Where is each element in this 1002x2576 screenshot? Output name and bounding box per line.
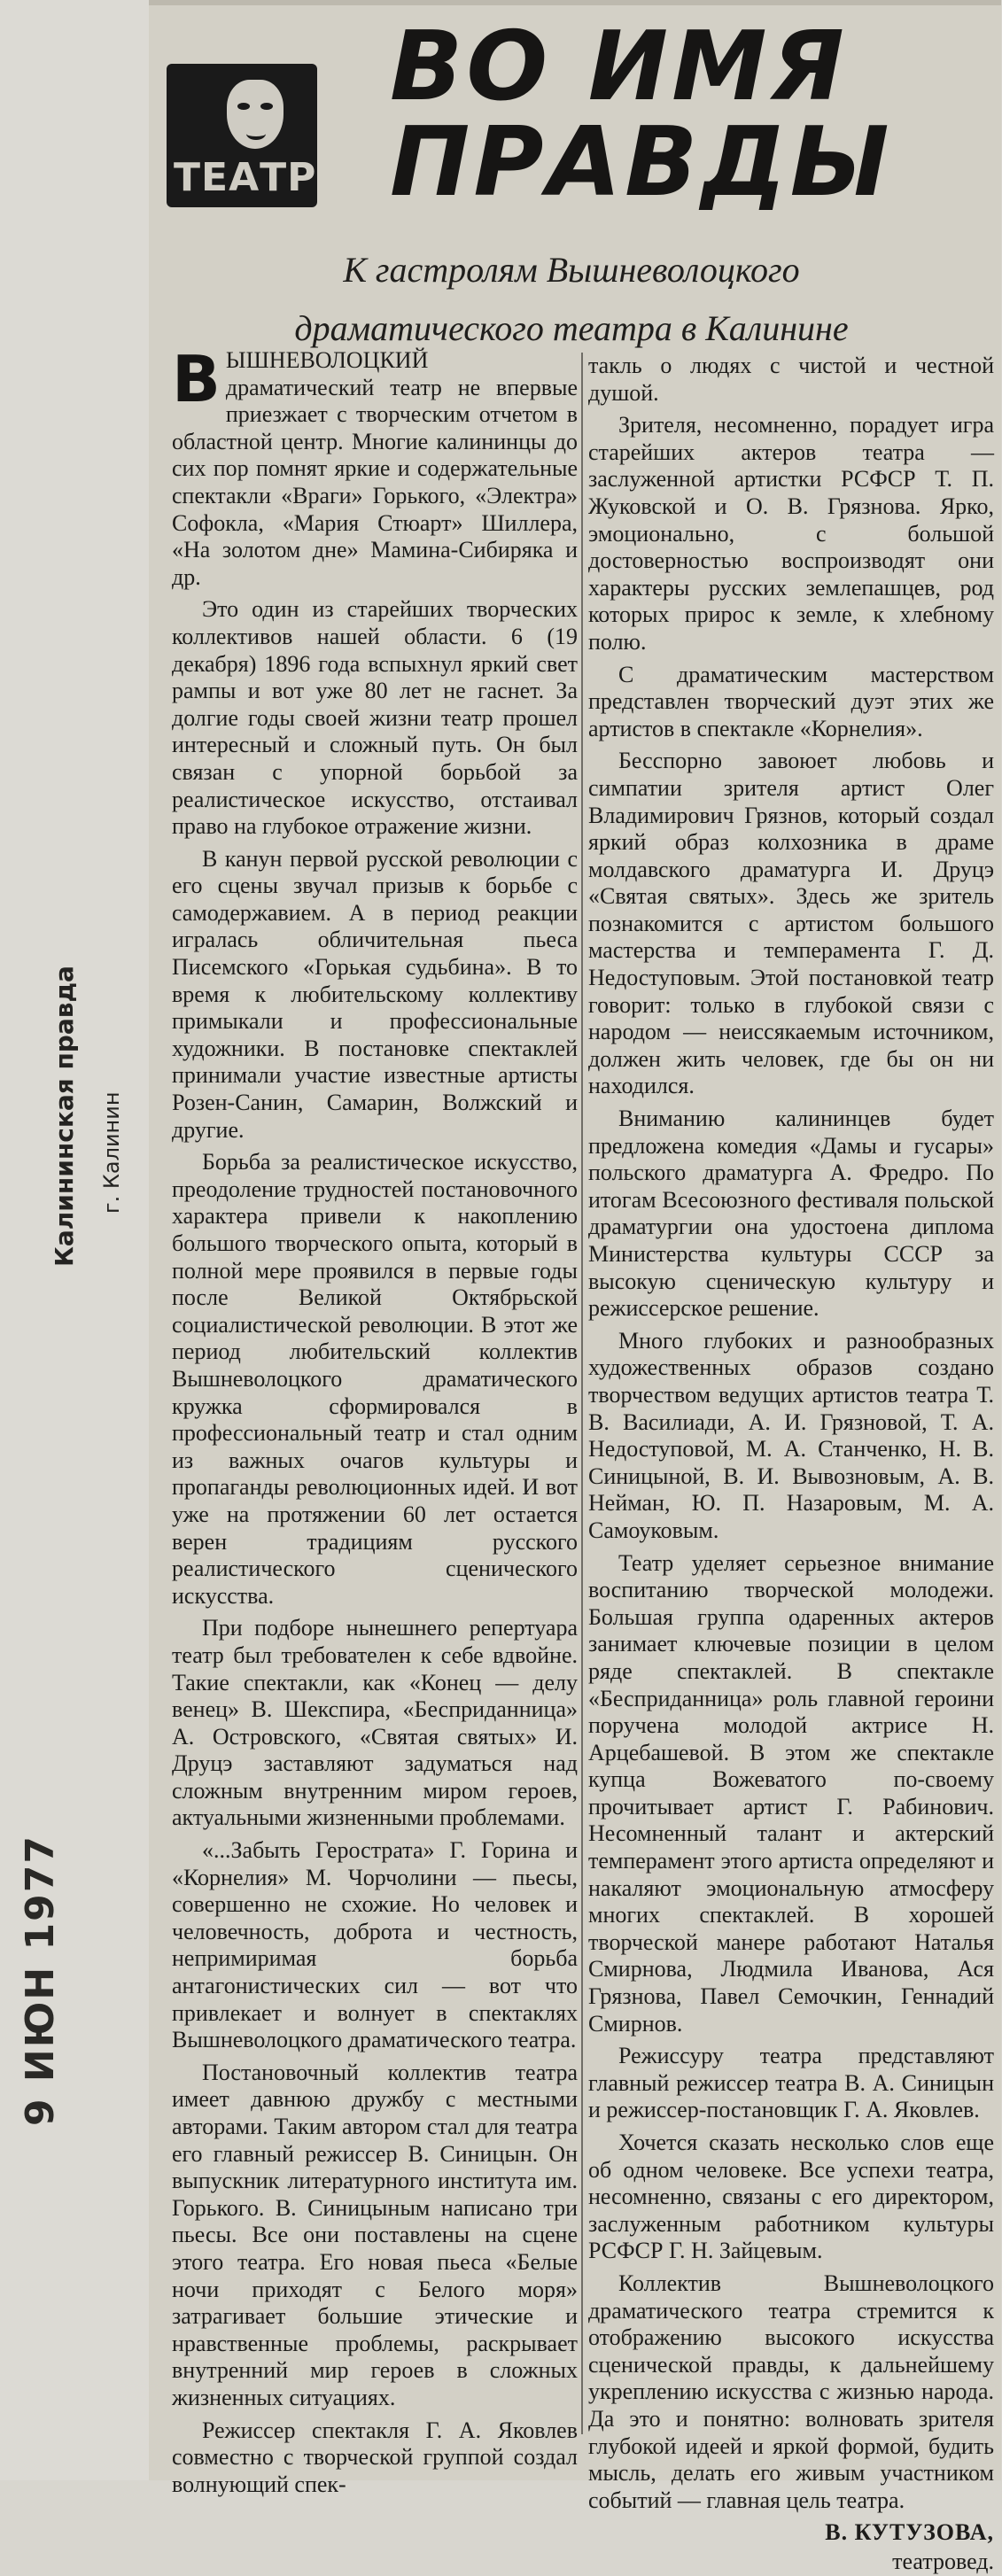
logo-label: ТЕАТР bbox=[174, 155, 317, 200]
headline-line-1: ВО ИМЯ bbox=[390, 12, 848, 122]
paragraph: «...Забыть Герострата» Г. Горина и «Корнелия» М. Чорчолини — пьесы, совершенно не схожие. Но человек и человечность, доброта и честность, непримиримая борьба антагонистических сил — вот что привлекает и волнует в спектаклях Вышневолоцкого драматического театра. bbox=[172, 1837, 578, 2053]
theatre-mask-logo bbox=[167, 64, 317, 207]
drop-cap: В bbox=[172, 342, 221, 416]
author-role: театровед. bbox=[892, 2548, 994, 2574]
paragraph: Вниманию калининцев будет предложена комедия «Дамы и гусары» польского драматурга А. Фредро. По итогам Всесоюзного фестиваля польской драматургии она удостоена диплома Министерства культуры СССР за высокую сценическую культуру и режиссерское решение. bbox=[588, 1106, 994, 1322]
paragraph bbox=[172, 342, 578, 591]
author-name: В. КУТУЗОВА, bbox=[825, 2519, 994, 2546]
paragraph-text: ЫШНЕВОЛОЦКИЙ драматический театр не впервые приезжает с творческим отчетом в областной центр. Многие калининцы до сих пор помнят яркие и содержательные спектакли «Враги» Горького, «Электра» Софокла, «Мария Стюарт» Шиллера, «На золотом дне» Мамина-Сибиряка и др. bbox=[172, 347, 578, 590]
paragraph: Зрителя, несомненно, порадует игра старейших актеров театра — заслуженной артистки РСФСР Т. П. Жуковской и О. В. Грязнова. Ярко, эмоционально, с большой достоверностью воспроизводят они характеры русских землепашцев, род которых прирос к земле, к хлебному полю. bbox=[588, 412, 994, 655]
paragraph: Коллектив Вышневолоцкого драматического театра стремится к отображению высокого искусства сценической правды, к дальнейшему укреплению искусства с жизнью народа. Да это и понятно: волновать зрителя глубокой идеей и яркой формой, будить мысль, делать его живым участником событий — главная цель театра. bbox=[588, 2270, 994, 2513]
subtitle-line-2: драматического театра в Калинине bbox=[294, 308, 849, 348]
paragraph: При подборе нынешнего репертуара театр был требователен к себе вдвойне. Такие спектакли, как «Конец — делу венец» В. Шекспира, «Бесприданница» А. Островского, «Святая святых» И. Друцэ заставляют задуматься над сложным внутренним миром героев, актуальными жизненными проблемами. bbox=[172, 1615, 578, 1831]
paragraph: В канун первой русской революции с его сцены звучал призыв к борьбе с самодержавием. А в период реакции игралась обличительная пьеса Писемского «Горькая судьбина». В то время к любительскому коллективу примыкали и профессиональные художники. В постановке спектаклей принимали участие известные артисты Розен-Санин, Самарин, Волжский и другие. bbox=[172, 845, 578, 1143]
article-column-1 bbox=[172, 342, 578, 2503]
paragraph: Бесспорно завоюет любовь и симпатии зрителя артист Олег Владимирович Грязнов, который создал яркий образ колхозника в драме молдавского драматурга И. Друцэ «Святая святых». Здесь же зритель познакомится с артистом большого мастерства и темперамента Г. Д. Недоступовым. Этой постановкой театр говорит: только в глубокой связи с народом — неиссякаемым источником, должен жить человек, где бы он ни находился. bbox=[588, 748, 994, 1099]
clipping-top-edge bbox=[149, 0, 1001, 5]
date-stamp: 9 ИЮН 1977 bbox=[18, 1834, 63, 2126]
paragraph: Театр уделяет серьезное внимание воспитанию творческой молодежи. Большая группа одаренных актеров занимает ключевые позиции в целом ряде спектаклей. В спектакле «Бесприданница» роль главной героини поручена молодой актрисе Н. Арцебашевой. В этом же спектакле купца Вожеватого по-своему прочитывает артист Г. Рабинович. Несомненный талант и актерский темперамент этого артиста определяют и накаляют эмоциональную атмосферу многих спектаклей. В хорошей творческой манере работают Наталья Смирнова, Людмила Иванова, Ася Грязнова, Павел Семочкин, Геннадий Смирнов. bbox=[588, 1549, 994, 2037]
source-city: г. Калинин bbox=[99, 1091, 124, 1214]
paragraph: Режиссер спектакля Г. А. Яковлев совместно с творческой группой создал волнующий спек- bbox=[172, 2417, 578, 2497]
mask-eye-right bbox=[260, 103, 273, 110]
paragraph: Постановочный коллектив театра имеет давнюю дружбу с местными авторами. Таким автором стал для театра его главный режиссер В. Синицын. Он выпускник литературного института им. Горького. В. Синицыным написано три пьесы. Все они поставлены на сцене этого театра. Его новая пьеса «Белые ночи приходят с Белого моря» затрагивает большие этические и нравственные проблемы, раскрывает внутренний мир героев в сложных жизненных ситуациях. bbox=[172, 2059, 578, 2410]
subtitle bbox=[173, 241, 970, 358]
paragraph: такль о людях с чистой и честной душой. bbox=[588, 353, 994, 406]
paragraph: Режиссуру театра представляют главный режиссер театра В. А. Синицын и режиссер-постановщик Г. А. Яковлев. bbox=[588, 2043, 994, 2123]
article-column-2 bbox=[588, 353, 994, 2576]
subtitle-line-1: К гастролям Вышневолоцкого bbox=[343, 250, 800, 290]
source-newspaper-name: Калининская правда bbox=[50, 966, 79, 1267]
paragraph: Борьба за реалистическое искусство, преодоление трудностей постановочного характера привели к накоплению большого творческого опыта, который в полной мере проявился в первые годы после Великой Октябрьской социалистической революции. В этот же период любительский коллектив Вышневолоцкого драматического кружка сформировался в профессиональный театр и стал одним из важных очагов культуры и пропаганды революционных идей. И вот уже на протяжении 60 лет остается верен традициям русского реалистического сценического искусства. bbox=[172, 1149, 578, 1609]
paragraph: С драматическим мастерством представлен творческий дуэт этих же артистов в спектакле «Корнелия». bbox=[588, 661, 994, 741]
headline bbox=[390, 12, 992, 218]
paragraph: Это один из старейших творческих коллективов нашей области. 6 (19 декабря) 1896 года вспыхнул яркий свет рампы и вот уже 80 лет не гаснет. За долгие годы своей жизни театр прошел интересный и сложный путь. Он был связан с упорной борьбой за реалистическое искусство, отстаивал право на глубокое отражение жизни. bbox=[172, 596, 578, 840]
column-divider bbox=[581, 353, 583, 2434]
headline-line-2: ПРАВДЫ bbox=[390, 107, 893, 218]
mask-eye-left bbox=[237, 103, 250, 110]
mask-mouth bbox=[246, 128, 266, 140]
paragraph: Хочется сказать несколько слов еще об одном человеке. Все успехи театра, несомненно, связаны с его директором, заслуженным работником культуры РСФСР Г. Н. Зайцевым. bbox=[588, 2130, 994, 2264]
paragraph: Много глубоких и разнообразных художественных образов создано творчеством ведущих артистов театра Т. В. Василиади, А. И. Грязновой, Т. А. Недоступовой, М. А. Станченко, Н. В. Синицыной, В. И. Вывозновым, А. В. Нейман, Ю. П. Назаровым, М. А. Самоуковым. bbox=[588, 1327, 994, 1543]
